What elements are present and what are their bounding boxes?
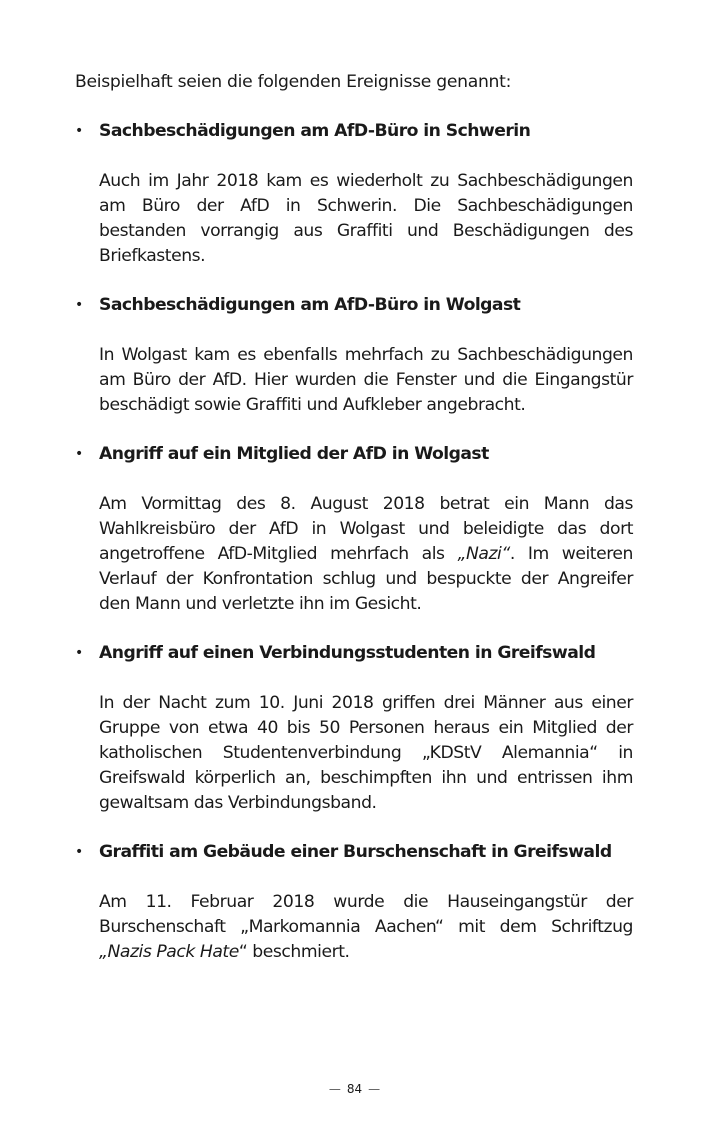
body-text: “ beschmiert. (238, 942, 350, 962)
list-item (75, 641, 633, 816)
list-item (75, 840, 633, 965)
footer-dash-right: — (368, 1082, 381, 1096)
document-page (75, 70, 633, 989)
bullet: • (75, 645, 84, 661)
list-item (75, 293, 633, 418)
intro-paragraph: Beispielhaft seien die folgenden Ereignisse genannt: (75, 72, 512, 92)
item-body (99, 691, 633, 816)
body-text: . Im weiteren Verlauf der Konfrontation schlug und bespuckte der Angreifer den Mann und verletzte ihn im Gesicht. (99, 544, 633, 614)
page-number: 84 (346, 1082, 363, 1096)
quoted-term: „Nazis Pack Hate (99, 942, 239, 962)
item-heading: Sachbeschädigungen am AfD-Büro in Schwerin (99, 121, 531, 141)
footer-dash-left: — (328, 1082, 341, 1096)
bullet: • (75, 844, 84, 860)
item-heading: Angriff auf ein Mitglied der AfD in Wolgast (99, 444, 489, 464)
item-heading: Sachbeschädigungen am AfD-Büro in Wolgast (99, 295, 521, 315)
item-heading: Graffiti am Gebäude einer Burschenschaft in Greifswald (99, 842, 612, 862)
list-item (75, 119, 633, 269)
item-body (99, 343, 633, 418)
bullet: • (75, 297, 84, 313)
item-heading: Angriff auf einen Verbindungsstudenten in Greifswald (99, 643, 596, 663)
bullet: • (75, 123, 84, 139)
list-item (75, 442, 633, 617)
quoted-term: „Nazi“ (457, 544, 510, 564)
bullet: • (75, 446, 84, 462)
item-body (99, 492, 633, 617)
body-text: Am Vormittag des 8. August 2018 betrat ein Mann das Wahlkreisbüro der AfD in Wolgast und beleidigte das dort angetroffene AfD-Mitglied mehrfach als (99, 494, 633, 564)
item-body (99, 169, 633, 269)
body-text: In Wolgast kam es ebenfalls mehrfach zu Sachbeschädigungen am Büro der AfD. Hier wurden die Fenster und die Eingangstür beschädigt sowie Graffiti und Aufkleber angebracht. (99, 345, 633, 415)
body-text: Am 11. Februar 2018 wurde die Hauseingangstür der Burschenschaft „Markomannia Aachen“ mit dem Schriftzug (99, 892, 633, 937)
item-body (99, 890, 633, 965)
page-footer (0, 1082, 709, 1096)
body-text: Auch im Jahr 2018 kam es wiederholt zu Sachbeschädigungen am Büro der AfD in Schwerin. Die Sachbeschädigungen bestanden vorrangig aus Graffiti und Beschädigungen des Briefkastens. (99, 171, 633, 266)
body-text: In der Nacht zum 10. Juni 2018 griffen drei Männer aus einer Gruppe von etwa 40 bis 50 Personen heraus ein Mitglied der katholischen Studentenverbindung „KDStV Alemannia“ in Greifswald körperlich an, beschimpften ihn und entrissen ihm gewaltsam das Verbindungsband. (99, 693, 633, 813)
